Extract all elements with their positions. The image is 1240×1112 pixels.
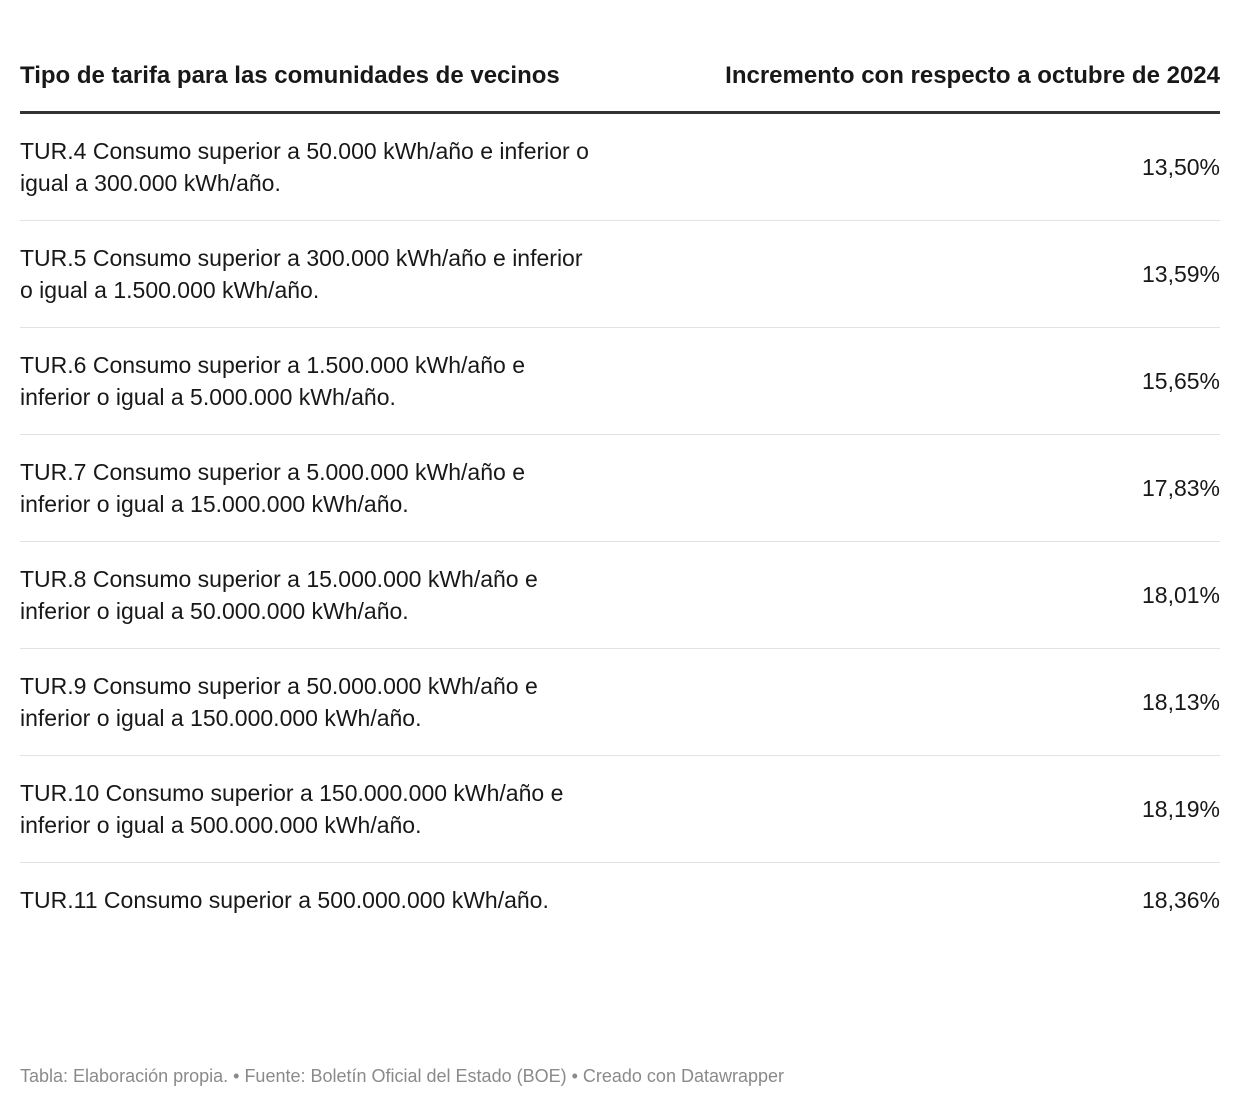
header-tarifa[interactable]: Tipo de tarifa para las comunidades de vecinos — [20, 58, 630, 113]
table-row — [20, 649, 1220, 756]
footer-credits: Tabla: Elaboración propia. • Fuente: Boletín Oficial del Estado (BOE) • Creado con Datawrapper — [20, 1066, 785, 1086]
table-row — [20, 542, 1220, 649]
cell-incremento: 18,19% — [630, 756, 1220, 863]
table-header-row — [20, 58, 1220, 113]
cell-tarifa: TUR.7 Consumo superior a 5.000.000 kWh/año e inferior o igual a 15.000.000 kWh/año. — [20, 435, 630, 542]
header-incremento[interactable]: Incremento con respecto a octubre de 2024 — [630, 58, 1220, 113]
cell-tarifa: TUR.10 Consumo superior a 150.000.000 kWh/año e inferior o igual a 500.000.000 kWh/año. — [20, 756, 630, 863]
cell-tarifa: TUR.5 Consumo superior a 300.000 kWh/año e inferior o igual a 1.500.000 kWh/año. — [20, 221, 630, 328]
table-row — [20, 328, 1220, 435]
cell-incremento: 17,83% — [630, 435, 1220, 542]
cell-incremento: 18,36% — [1141, 887, 1220, 913]
table-row — [20, 863, 1220, 938]
table-body — [20, 113, 1220, 938]
cell-incremento: 13,59% — [630, 221, 1220, 328]
tariff-table — [20, 58, 1220, 937]
cell-tarifa: TUR.6 Consumo superior a 1.500.000 kWh/año e inferior o igual a 5.000.000 kWh/año. — [20, 328, 630, 435]
cell-incremento: 18,13% — [630, 649, 1220, 756]
tariff-table-container — [20, 58, 1220, 937]
cell-tarifa: TUR.8 Consumo superior a 15.000.000 kWh/año e inferior o igual a 50.000.000 kWh/año. — [20, 542, 630, 649]
table-row — [20, 435, 1220, 542]
cell-tarifa: TUR.4 Consumo superior a 50.000 kWh/año e inferior o igual a 300.000 kWh/año. — [20, 113, 630, 221]
cell-incremento: 18,01% — [630, 542, 1220, 649]
table-row — [20, 113, 1220, 221]
cell-incremento: 15,65% — [630, 328, 1220, 435]
table-row — [20, 756, 1220, 863]
cell-incremento: 13,50% — [630, 113, 1220, 221]
cell-tarifa: TUR.9 Consumo superior a 50.000.000 kWh/año e inferior o igual a 150.000.000 kWh/año. — [20, 649, 630, 756]
table-row — [20, 221, 1220, 328]
cell-tarifa: TUR.11 Consumo superior a 500.000.000 kWh/año. — [20, 887, 549, 913]
